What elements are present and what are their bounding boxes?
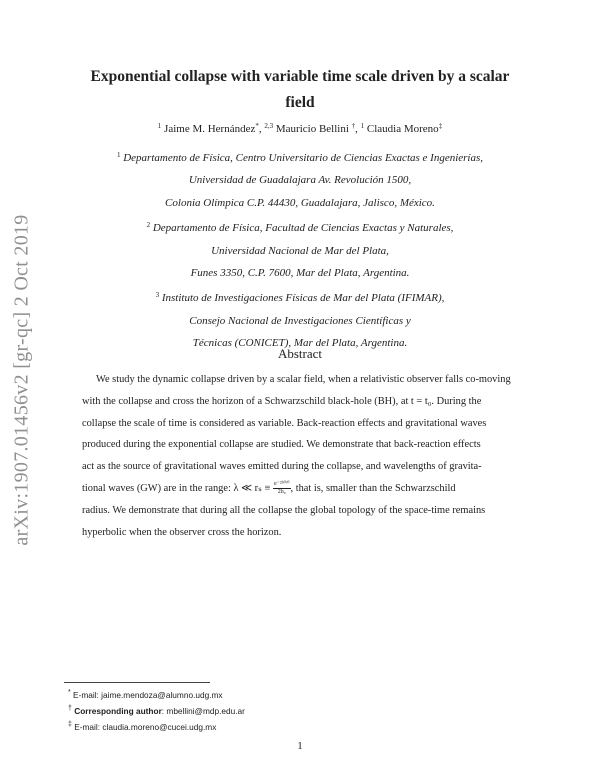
author-1-mark: * [255, 122, 259, 130]
abstract-line-4: produced during the exponential collapse are studied. We demonstrate that back-reaction effects [82, 439, 481, 451]
affiliation-1-text-1: Departamento de Física, Centro Universitario de Ciencias Exactas e Ingenierías, [123, 152, 484, 164]
footnote-3-mark: ‡ [68, 721, 72, 728]
author-2-name: Mauricio Bellini [275, 123, 349, 135]
footnotes [68, 686, 245, 734]
title-line-2: field [285, 94, 315, 111]
affiliation-3-line-2: Consejo Nacional de Investigaciones Científicas y [189, 314, 411, 327]
abstract-line-5: act as the source of gravitational waves emitted during the collapse, and wavelengths of gravita- [82, 461, 482, 473]
affiliation-2-line-1 [60, 214, 540, 239]
author-2-mark: † [351, 122, 356, 130]
abstract-line-6 [82, 478, 526, 500]
author-3-affil: 1 [360, 122, 365, 130]
footnote-2 [68, 702, 245, 718]
footnote-1-text: E-mail: jaime.mendoza@alumno.udg.mx [73, 690, 223, 700]
arxiv-stamp: arXiv:1907.01456v2 [gr-qc] 2 Oct 2019 [10, 214, 33, 546]
abstract-line-6-end: , that is, smaller than the Schwarzschild [290, 482, 456, 494]
author-3-mark: ‡ [438, 122, 443, 130]
author-1-affil: 1 [157, 122, 162, 130]
affiliation-2-sup: 2 [146, 221, 151, 230]
author-2-affil: 2,3 [264, 122, 274, 130]
abstract-line-6-start: tional waves (GW) are in the range: λ ≪ rₛ ≡ [82, 482, 271, 494]
footnote-2-mark: † [68, 705, 72, 712]
abstract-line-1: We study the dynamic collapse driven by a scalar field, when a relativistic observer falls co-moving [96, 374, 511, 385]
author-1-name: Jaime M. Hernández [164, 123, 256, 135]
page-number: 1 [297, 740, 303, 752]
title-line-1: Exponential collapse with variable time scale driven by a scalar [90, 68, 510, 85]
footnote-3-text: E-mail: claudia.moreno@cucei.udg.mx [74, 722, 217, 732]
affiliations [60, 144, 540, 355]
abstract-line-8: hyperbolic when the observer cross the horizon. [82, 526, 282, 538]
affiliation-2-text-1: Departamento de Física, Facultad de Ciencias Exactas y Naturales, [152, 222, 454, 235]
footnote-3 [68, 718, 245, 734]
fraction-denominator: 2h₀ [277, 489, 286, 496]
affiliation-3-sup: 3 [155, 291, 160, 300]
arxiv-sidebar [4, 200, 40, 560]
affiliation-1-line-1 [60, 144, 540, 169]
footnote-2-label: Corresponding author [74, 706, 162, 716]
author-list: $^1$ Jaime M. Hernández*, $^{2,3}$ Mauricio Bellini †, $^1$ Claudia Moreno‡ [157, 122, 443, 135]
affiliation-2-line-3: Funes 3350, C.P. 7600, Mar del Plata, Argentina. [190, 267, 410, 280]
abstract-line-3: collapse the scale of time is considered as variable. Back-reaction effects and gravitational waves [82, 417, 487, 429]
abstract-heading: Abstract [277, 346, 323, 361]
affiliation-1-sup: 1 [116, 151, 121, 159]
affiliation-2-line-2: Universidad Nacional de Mar del Plata, [211, 244, 389, 257]
abstract-body [82, 369, 526, 543]
author-3-name: Claudia Moreno [366, 123, 439, 135]
footnote-1 [68, 686, 245, 702]
footnote-rule [64, 682, 210, 683]
affiliation-3-text-1: Instituto de Investigaciones Físicas de Mar del Plata (IFIMAR), [161, 292, 445, 305]
paper-title [70, 64, 530, 116]
fraction-numerator: e⁻²ʰ⁰ᵗ⁰ [273, 481, 290, 488]
affiliation-3-line-3: Técnicas (CONICET), Mar del Plata, Argentina. [192, 337, 408, 350]
abstract-line-2: with the collapse and cross the horizon of a Schwarzschild black-hole (BH), at t = t₀. During the [82, 395, 482, 407]
footnote-1-mark: * [68, 689, 71, 696]
schwarzschild-radius-fraction [273, 481, 291, 496]
affiliation-3-line-1 [60, 284, 540, 309]
abstract-line-7: radius. We demonstrate that during all the collapse the global topology of the space-time remains [82, 504, 486, 516]
footnote-2-text: : mbellini@mdp.edu.ar [161, 706, 245, 716]
affiliation-1-line-2: Universidad de Guadalajara Av. Revolución 1500, [188, 174, 412, 187]
affiliation-1-line-3: Colonia Olímpica C.P. 44430, Guadalajara, Jalisco, México. [165, 196, 435, 209]
